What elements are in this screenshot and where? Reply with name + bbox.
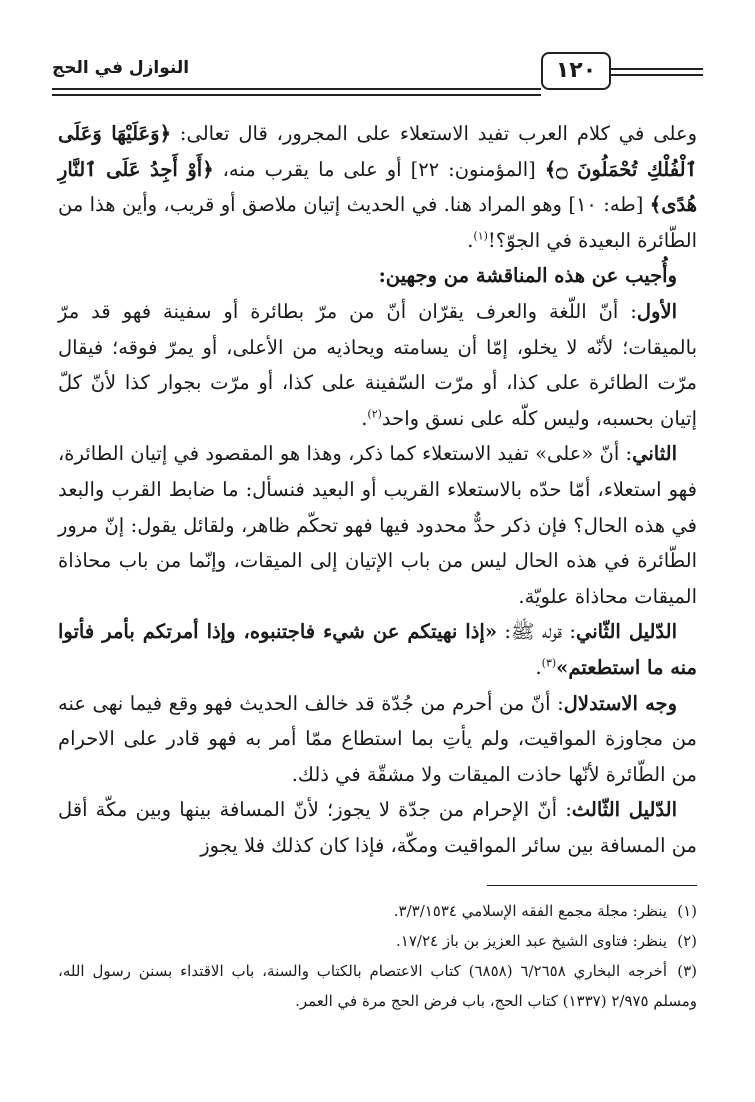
- footnote-ref-1[interactable]: (١): [473, 229, 488, 243]
- header-rule-left: [52, 88, 541, 96]
- footnote-ref-3[interactable]: (٣): [541, 656, 557, 670]
- p1-ref2: [طه: ١٠] وهو المراد هنا. في الحديث إتيان ملاصق أو قريب، وأين هذا من الطّائرة البعيدة في الجوّ؟!: [58, 193, 697, 252]
- p7-label: الدّليل الثّالث: [571, 798, 677, 822]
- paragraph-4: [58, 436, 697, 614]
- p4-text: : أنّ «على» تفيد الاستعلاء كما ذكر، وهذا هو المقصود في إتيان الطائرة، فهو استعلاء، أمّا حدّه بالاستعلاء القريب أو البعيد فنسأل: ما ضابط القرب والبعد في هذه الحال؟ فإن ذكر حدٌّ محدود فيها فهو تحكّم ظاهر، ولقائل يقول: إنّ مرور الطّائرة في هذه الحال ليس من باب الإتيان إلى الميقات، وإنّما من باب محاذاة الميقات محاذاة علويّة.: [58, 442, 697, 608]
- footnote-text: ينظر: مجلة مجمع الفقه الإسلامي ٣/٣/١٥٣٤.: [393, 902, 667, 920]
- p3-end: .: [361, 406, 368, 430]
- footnote-text: أخرجه البخاري ٦/٢٦٥٨ (٦٨٥٨) كتاب الاعتصام بالكتاب والسنة، باب الاقتداء بسنن رسول الله، ومسلم ٢/٩٧٥ (١٣٣٧) كتاب الحج، باب فرض الحج مرة في العمر.: [58, 962, 697, 1010]
- footnote-text: ينظر: فتاوى الشيخ عبد العزيز بن باز ١٧/٢٤.: [396, 932, 667, 950]
- p1-end: .: [467, 228, 474, 252]
- paragraph-5: [58, 614, 697, 685]
- p6-label: وجه الاستدلال: [563, 691, 677, 715]
- footnote-number: (٣): [677, 962, 698, 980]
- quran-verse-1: ﴿وَعَلَيْهَا وَعَلَى ٱلْفُلْكِ تُحْمَلُونَ ۝﴾: [58, 122, 697, 181]
- body-text: [58, 116, 697, 863]
- header-rule-right: [611, 68, 703, 76]
- paragraph-1: [58, 116, 697, 258]
- p6-text: : أنّ من أحرم من جُدّة قد خالف الحديث فهو وقع فيما نهى عنه من مجاوزة المواقيت، ولم يأتِ بما استطاع ممّا أمر به فهو قادر على الاحرام من الطّائرة لأنّها حاذت الميقات ولا مشقّة في ذلك.: [58, 691, 697, 786]
- footnote-1: [58, 896, 697, 926]
- page-header: [52, 52, 703, 100]
- p5-label: الدّليل الثّاني: [575, 620, 678, 644]
- p1-text: وعلى في كلام العرب تفيد الاستعلاء على المجرور، قال تعالى:: [171, 122, 697, 145]
- p5-text: : قوله ﷺ:: [497, 620, 576, 644]
- paragraph-7: [58, 792, 697, 863]
- quran-verse-2: ﴿أَوْ أَجِدُ عَلَى ٱلنَّارِ هُدًى﴾: [58, 157, 697, 217]
- hadith-text: «إذا نهيتكم عن شيء فاجتنبوه، وإذا أمرتكم بأمر فأتوا منه ما استطعتم»: [58, 620, 697, 679]
- footnotes: [58, 896, 697, 1016]
- footnote-3: [58, 956, 697, 1016]
- page-number: ١٢٠: [541, 52, 611, 90]
- p5-end: .: [535, 655, 542, 679]
- p7-text: : أنّ الإحرام من جدّة لا يجوز؛ لأنّ المسافة بينها وبين مكّة أقل من المسافة بين سائر المواقيت ومكّة، فإذا كان كذلك فلا يجوز: [58, 798, 697, 857]
- paragraph-6: [58, 686, 697, 793]
- paragraph-3: [58, 294, 697, 436]
- p1-ref1: [المؤمنون: ٢٢] أو على ما يقرب منه،: [213, 157, 545, 181]
- p4-label: الثاني: [632, 442, 677, 466]
- book-title: النوازل في الحج: [52, 58, 190, 78]
- footnote-2: [58, 926, 697, 956]
- footnote-number: (٢): [677, 932, 697, 950]
- footnote-number: (١): [677, 902, 697, 920]
- paragraph-2: وأُجيب عن هذه المناقشة من وجهين:: [378, 264, 677, 288]
- footnote-separator: [487, 885, 697, 886]
- p3-text: : أنّ اللّغة والعرف يقرّان أنّ من مرّ بطائرة أو سفينة فهو قد مرّ بالميقات؛ لأنّه لا يخلو، إمّا أن يسامته ويحاذيه من الأعلى، أو يمرّ فوقه؛ فيقال مرّت الطائرة على كذا، أو مرّت السّفينة على كذا، أو مرّت بجوار كذا لأنّ كلّ إتيان بحسبه، وليس كلّه على نسق واحد: [58, 299, 697, 430]
- p3-label: الأول: [636, 299, 677, 323]
- footnote-ref-2[interactable]: (٢): [367, 407, 382, 421]
